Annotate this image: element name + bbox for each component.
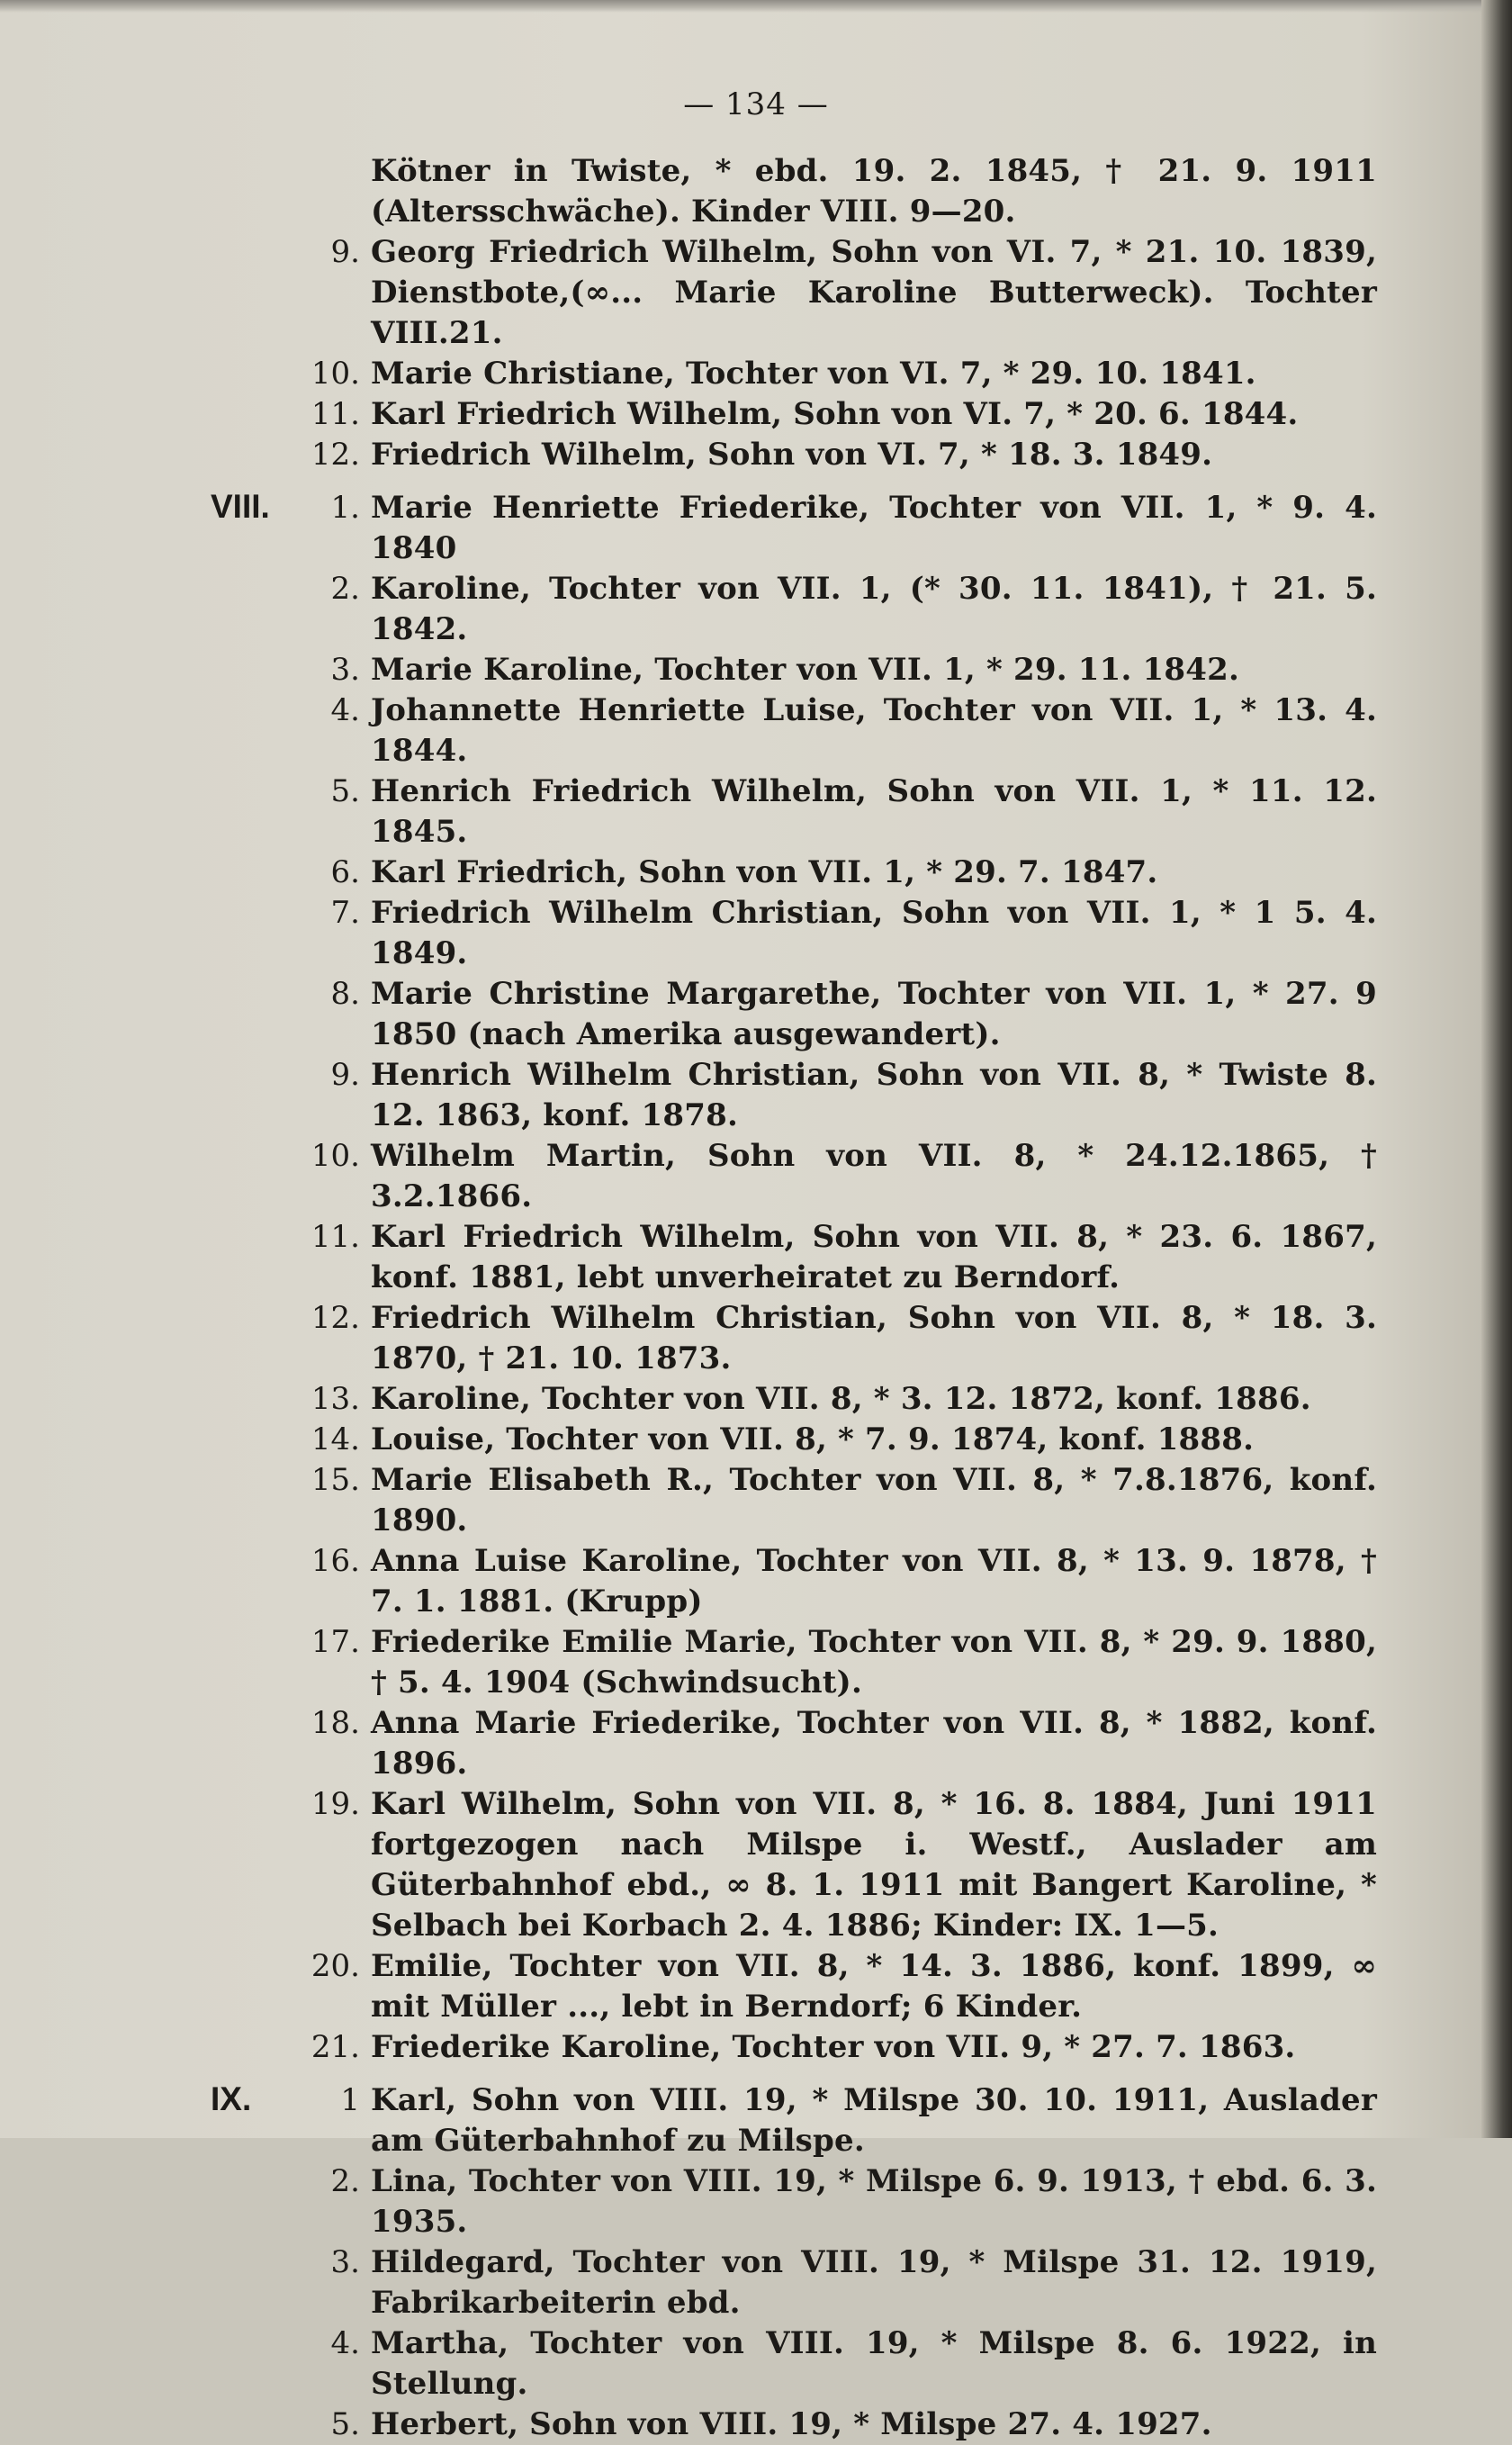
generation-section bbox=[211, 2080, 1377, 2445]
entry-number: 10. bbox=[310, 1138, 360, 1174]
entry-number: 20. bbox=[310, 1948, 360, 1984]
entry-number: 9. bbox=[330, 234, 360, 270]
entry-number: 15. bbox=[310, 1462, 360, 1498]
list-item bbox=[216, 771, 1377, 853]
entry-text: Wilhelm Martin, Sohn von VII. 8, * 24.12.1865, † 3.2.1866. bbox=[371, 1138, 1377, 1214]
entry-text: Friederike Karoline, Tochter von VII. 9, * 27. 7. 1863. bbox=[371, 2029, 1296, 2065]
entry-text: Friedrich Wilhelm Christian, Sohn von VII. 1, * 1 5. 4. 1849. bbox=[371, 895, 1377, 971]
list-item bbox=[216, 2242, 1377, 2323]
entry-text: Karl Friedrich Wilhelm, Sohn von VII. 8, * 23. 6. 1867, konf. 1881, lebt unverheiratet zu Berndorf. bbox=[371, 1219, 1377, 1295]
entry-text: Emilie, Tochter von VII. 8, * 14. 3. 1886, konf. 1899, ∞ mit Müller ..., lebt in Berndorf; 6 Kinder. bbox=[371, 1948, 1377, 2025]
entry-number: 11. bbox=[310, 1219, 360, 1255]
entry-number: 10. bbox=[310, 356, 360, 392]
entry-text: Karl, Sohn von VIII. 19, * Milspe 30. 10. 1911, Auslader am Güterbahnhof zu Milspe. bbox=[371, 2082, 1377, 2159]
entry-number: 7. bbox=[330, 895, 360, 931]
list-item bbox=[216, 1622, 1377, 1703]
entry-number: 6. bbox=[330, 854, 360, 890]
list-item bbox=[216, 2161, 1377, 2242]
generation-section bbox=[216, 151, 1377, 475]
entry-text: Karoline, Tochter von VII. 8, * 3. 12. 1872, konf. 1886. bbox=[371, 1381, 1311, 1417]
list-item bbox=[216, 2404, 1377, 2445]
page-binding-shadow bbox=[1481, 0, 1512, 2138]
list-item bbox=[216, 1379, 1377, 1420]
entry-text: Karl Friedrich Wilhelm, Sohn von VI. 7, * 20. 6. 1844. bbox=[371, 396, 1299, 432]
entry-number: 5. bbox=[330, 773, 360, 809]
list-item bbox=[216, 1946, 1377, 2027]
entry-text: Karl Friedrich, Sohn von VII. 1, * 29. 7. 1847. bbox=[371, 854, 1158, 890]
list-item bbox=[216, 435, 1377, 475]
entry-text: Anna Marie Friederike, Tochter von VII. 8, * 1882, konf. 1896. bbox=[371, 1705, 1377, 1782]
entry-text: Georg Friedrich Wilhelm, Sohn von VI. 7, * 21. 10. 1839, Dienstbote,(∞... Marie Karoline Butterweck). Tochter VIII.21. bbox=[371, 234, 1377, 351]
generation-label: VIII. bbox=[211, 488, 270, 525]
entry-text: Anna Luise Karoline, Tochter von VII. 8, * 13. 9. 1878, † 7. 1. 1881. (Krupp) bbox=[371, 1543, 1377, 1619]
entry-text: Karoline, Tochter von VII. 1, (* 30. 11. 1841), † 21. 5. 1842. bbox=[371, 571, 1377, 647]
entry-text: Martha, Tochter von VIII. 19, * Milspe 8. 6. 1922, in Stellung. bbox=[371, 2325, 1377, 2402]
entry-text: Marie Elisabeth R., Tochter von VII. 8, * 7.8.1876, konf. 1890. bbox=[371, 1462, 1377, 1538]
entry-number: 12. bbox=[310, 437, 360, 473]
entry-text: Karl Wilhelm, Sohn von VII. 8, * 16. 8. 1884, Juni 1911 fortgezogen nach Milspe i. Westf., Auslader am Güterbahnhof ebd., ∞ 8. 1. 1911 mit Bangert Karoline, * Selbach bei Korbach 2. 4. 1886; Kinder: IX. 1—5. bbox=[371, 1786, 1377, 1944]
entry-number: 14. bbox=[310, 1421, 360, 1457]
list-item bbox=[216, 1420, 1377, 1460]
entry-number: 13. bbox=[310, 1381, 360, 1417]
list-item bbox=[216, 1784, 1377, 1946]
list-item bbox=[216, 1217, 1377, 1298]
list-item bbox=[216, 354, 1377, 394]
entry-text: Marie Karoline, Tochter von VII. 1, * 29. 11. 1842. bbox=[371, 652, 1240, 688]
list-item bbox=[216, 1703, 1377, 1784]
list-item bbox=[216, 853, 1377, 893]
entry-number: 11. bbox=[310, 396, 360, 432]
entry-text: Kötner in Twiste, * ebd. 19. 2. 1845, † 21. 9. 1911 (Altersschwäche). Kinder VIII. 9—20. bbox=[371, 153, 1377, 230]
list-item bbox=[216, 1055, 1377, 1136]
list-item bbox=[216, 650, 1377, 690]
list-item bbox=[216, 232, 1377, 354]
entry-text: Hildegard, Tochter von VIII. 19, * Milspe 31. 12. 1919, Fabrikarbeiterin ebd. bbox=[371, 2244, 1377, 2321]
list-item bbox=[216, 1460, 1377, 1541]
entry-text: Herbert, Sohn von VIII. 19, * Milspe 27. 4. 1927. bbox=[371, 2406, 1212, 2442]
entry-text: Louise, Tochter von VII. 8, * 7. 9. 1874, konf. 1888. bbox=[371, 1421, 1255, 1457]
list-item bbox=[216, 2027, 1377, 2068]
list-item bbox=[216, 151, 1377, 232]
list-item bbox=[216, 394, 1377, 435]
entry-text: Henrich Friedrich Wilhelm, Sohn von VII. 1, * 11. 12. 1845. bbox=[371, 773, 1377, 850]
entry-text: Marie Henriette Friederike, Tochter von VII. 1, * 9. 4. 1840 bbox=[371, 490, 1377, 566]
entry-number: 16. bbox=[310, 1543, 360, 1579]
list-item bbox=[216, 488, 1377, 569]
entry-number: 12. bbox=[310, 1300, 360, 1336]
page-top-edge bbox=[0, 0, 1512, 13]
list-item bbox=[216, 1298, 1377, 1379]
entry-number: 2. bbox=[330, 571, 360, 607]
page-number: — 134 — bbox=[683, 86, 829, 122]
genealogy-list bbox=[211, 151, 1377, 2445]
generation-label: IX. bbox=[211, 2080, 252, 2117]
entry-number: 8. bbox=[330, 976, 360, 1012]
entry-number: 2. bbox=[330, 2163, 360, 2199]
entry-text: Lina, Tochter von VIII. 19, * Milspe 6. 9. 1913, † ebd. 6. 3. 1935. bbox=[371, 2163, 1377, 2240]
entry-text: Friedrich Wilhelm Christian, Sohn von VII. 8, * 18. 3. 1870, † 21. 10. 1873. bbox=[371, 1300, 1377, 1376]
list-item bbox=[216, 1136, 1377, 1217]
list-item bbox=[216, 2323, 1377, 2404]
entry-text: Marie Christiane, Tochter von VI. 7, * 29. 10. 1841. bbox=[371, 356, 1256, 392]
list-item bbox=[216, 893, 1377, 974]
list-item bbox=[216, 1541, 1377, 1622]
entry-number: 21. bbox=[310, 2029, 360, 2065]
list-item bbox=[216, 690, 1377, 771]
entry-text: Johannette Henriette Luise, Tochter von VII. 1, * 13. 4. 1844. bbox=[371, 692, 1377, 769]
list-item bbox=[216, 974, 1377, 1055]
entry-number: 4. bbox=[330, 2325, 360, 2361]
list-item bbox=[216, 2080, 1377, 2161]
entry-number: 4. bbox=[330, 692, 360, 728]
entry-text: Friedrich Wilhelm, Sohn von VI. 7, * 18. 3. 1849. bbox=[371, 437, 1213, 473]
entry-number: 19. bbox=[310, 1786, 360, 1822]
entry-text: Marie Christine Margarethe, Tochter von VII. 1, * 27. 9 1850 (nach Amerika ausgewandert). bbox=[371, 976, 1377, 1052]
entry-text: Henrich Wilhelm Christian, Sohn von VII. 8, * Twiste 8. 12. 1863, konf. 1878. bbox=[371, 1057, 1377, 1133]
list-item bbox=[216, 569, 1377, 650]
entry-number: 18. bbox=[310, 1705, 360, 1741]
entry-number: 5. bbox=[330, 2406, 360, 2442]
entry-number: 9. bbox=[330, 1057, 360, 1093]
entry-number: 3. bbox=[330, 2244, 360, 2280]
entry-number: 17. bbox=[310, 1624, 360, 1660]
entry-text: Friederike Emilie Marie, Tochter von VII. 8, * 29. 9. 1880, † 5. 4. 1904 (Schwindsucht). bbox=[371, 1624, 1377, 1701]
entry-number: 1 bbox=[340, 2082, 360, 2118]
generation-section bbox=[211, 488, 1377, 2068]
entry-number: 1. bbox=[330, 490, 360, 526]
entry-number: 3. bbox=[330, 652, 360, 688]
